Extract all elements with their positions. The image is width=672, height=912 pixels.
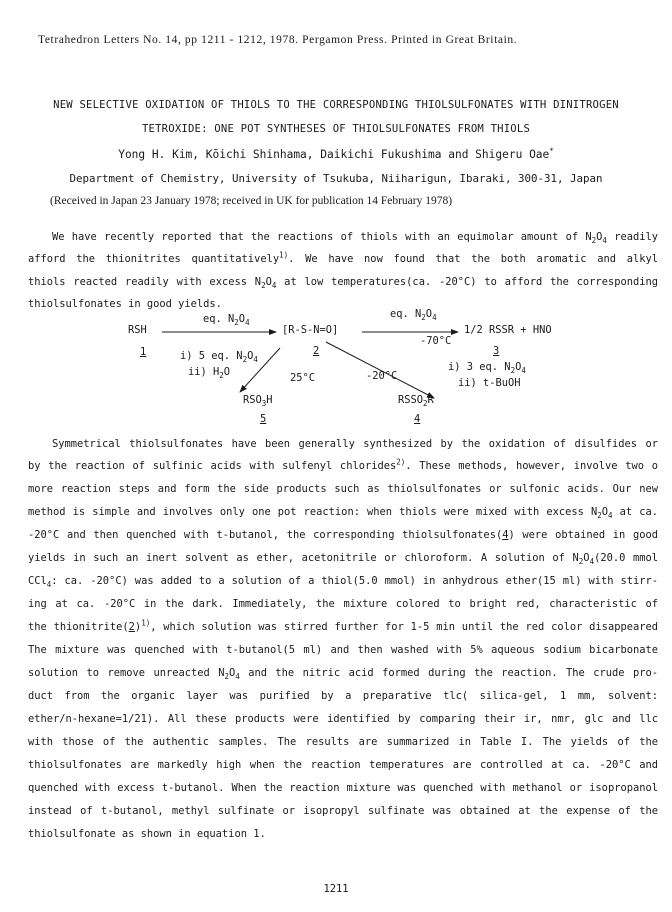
reference-1b: 1)	[141, 618, 151, 628]
paragraph-2-line-7: CCl$_4$: ca. -20°C) was added to a solution of a thiol(5.0 mmol) in anhydrous ether(15 ml) with stirr-	[28, 575, 658, 590]
compound-number-4: 4	[414, 413, 421, 425]
sulfinic-acid-product: $RSO_3H$	[243, 394, 273, 409]
paragraph-2-line-1: Symmetrical thiolsulfonates have been generally synthesized by the oxidation of disulfides or	[52, 438, 658, 450]
paragraph-2-line-3: more reaction steps and form the side products such as thiolsulfonates or sulfonic acids. Our new	[28, 483, 658, 495]
compound-number-5: 5	[260, 413, 267, 425]
affiliation: Department of Chemistry, University of Tsukuba, Niiharigun, Ibaraki, 300-31, Japan	[69, 172, 603, 185]
reference-1: 1)	[279, 250, 289, 260]
journal-header: Tetrahedron Letters No. 14, pp 1211 - 1212, 1978. Pergamon Press. Printed in Great Britain.	[38, 34, 518, 46]
authors	[20, 148, 652, 161]
thiol-label: RSH	[128, 324, 147, 336]
paragraph-2-line-13: ether/n-hexane=1/21). All these products were identified by comparing their ir, nmr, glc and llc	[28, 713, 658, 725]
disulfide-product: 1/2 RSSR + HNO	[464, 324, 552, 336]
received-dates: (Received in Japan 23 January 1978; received in UK for publication 14 February 1978)	[50, 195, 453, 207]
reference-2: 2)	[396, 457, 406, 467]
paragraph-2-line-9: the $thionitrite(2)^{1)}$, which solution was stirred further for 1-5 min until the red color disappeared	[28, 618, 658, 633]
paragraph-2-line-6: yields in such an inert solvent as ether, acetonitrile or chloroform. A solution of $N_2O_4(20.0$ mmol	[28, 552, 658, 567]
article-title-line-1: NEW SELECTIVE OXIDATION OF THIOLS TO THE CORRESPONDING THIOLSULFONATES WITH DINITROGEN	[53, 99, 619, 111]
thiolsulfonate-product: $RSSO_2R$	[398, 394, 434, 409]
article-title-line-2: TETROXIDE: ONE POT SYNTHESES OF THIOLSULFONATES FROM THIOLS	[141, 123, 531, 135]
condition-h2o-quench: ii) $H_2O$	[188, 366, 231, 381]
paragraph-1-line-1: We have recently reported that the reactions of thiols with an equimolar amount of $N_2O_4$ readily	[52, 231, 658, 246]
condition-temp-minus70: -70°C	[420, 335, 452, 347]
condition-temp-minus20: -20°C	[366, 370, 398, 382]
condition-3eq-n2o4: i) 3 eq. $N_2O_4$	[448, 361, 526, 376]
paragraph-2-line-4: method is simple and involves only one pot reaction: when thiols were mixed with excess $N_2O_4$ at ca.	[28, 506, 658, 521]
reaction-scheme	[100, 308, 580, 430]
paragraph-2-line-10: The mixture was quenched with t-butanol(5 ml) and then washed with 5% aqueous sodium bicarbonate	[28, 644, 658, 656]
paragraph-2-line-16: quenched with excess t-butanol. When the reaction mixture was quenched with methanol or isopropanol	[28, 782, 658, 794]
paragraph-2-line-17: instead of t-butanol, methyl sulfinate or isopropyl sulfinate was obtained at the expense of the	[28, 805, 658, 817]
condition-tbuoh-quench: ii) t-BuOH	[458, 377, 521, 389]
paragraph-2-line-5: -20°C and then quenched with t-butanol, the corresponding thiolsulfonates(4) were obtained in good	[28, 529, 658, 541]
paragraph-2-line-2: by the reaction of sulfinic acids with sulfenyl chlorides$^{2)}$. These methods, however, involve two o	[28, 457, 658, 472]
paragraph-2-line-18: thiolsulfonate as shown in equation 1.	[28, 828, 266, 840]
author-names: Yong H. Kim, Kōichi Shinhama, Daikichi Fukushima and Shigeru Oae	[118, 148, 550, 161]
paragraph-2-line-15: thiolsulfonates are markedly high when the reaction temperatures are controlled at ca. -20°C and	[28, 759, 658, 771]
condition-temp-25: 25°C	[290, 372, 316, 384]
page-number: 1211	[323, 883, 349, 895]
condition-5eq-n2o4: i) 5 eq. $N_2O_4$	[180, 350, 258, 365]
paragraph-2-line-8: ing at ca. -20°C in the dark. Immediately, the mixture colored to bright red, characteristic of	[28, 598, 658, 610]
thionitrite-intermediate: [R-S-N=O]	[282, 324, 339, 336]
compound-number-2: 2	[313, 345, 320, 357]
paragraph-1-line-2: afford the thionitrites quantitatively$^{1)}$. We have now found that the both aromatic and alkyl	[28, 250, 659, 265]
paragraph-1-line-3: thiols reacted readily with excess $N_2O_4$ at low temperatures(ca. -20°C) to afford the corresponding	[28, 276, 658, 291]
paragraph-2-line-14: with those of the authentic samples. The results are summarized in Table I. The yields of the	[28, 736, 658, 748]
compound-number-3: 3	[493, 345, 500, 357]
corresponding-author-mark: *	[549, 146, 554, 156]
paragraph-2-line-12: duct from the organic layer was purified by a preparative tlc( silica-gel, 1 mm, solvent:	[28, 690, 658, 702]
compound-number-1: 1	[140, 346, 147, 358]
paragraph-1-line-4: thiolsulfonates in good yields.	[28, 298, 222, 310]
condition-eq-n2o4-1: eq. $N_2O_4$	[203, 313, 250, 328]
condition-eq-n2o4-2: eq. $N_2O_4$	[390, 308, 437, 323]
paragraph-2-line-11: solution to remove unreacted $N_2O_4$ and the nitric acid formed during the reaction. The crude pro-	[28, 667, 659, 682]
